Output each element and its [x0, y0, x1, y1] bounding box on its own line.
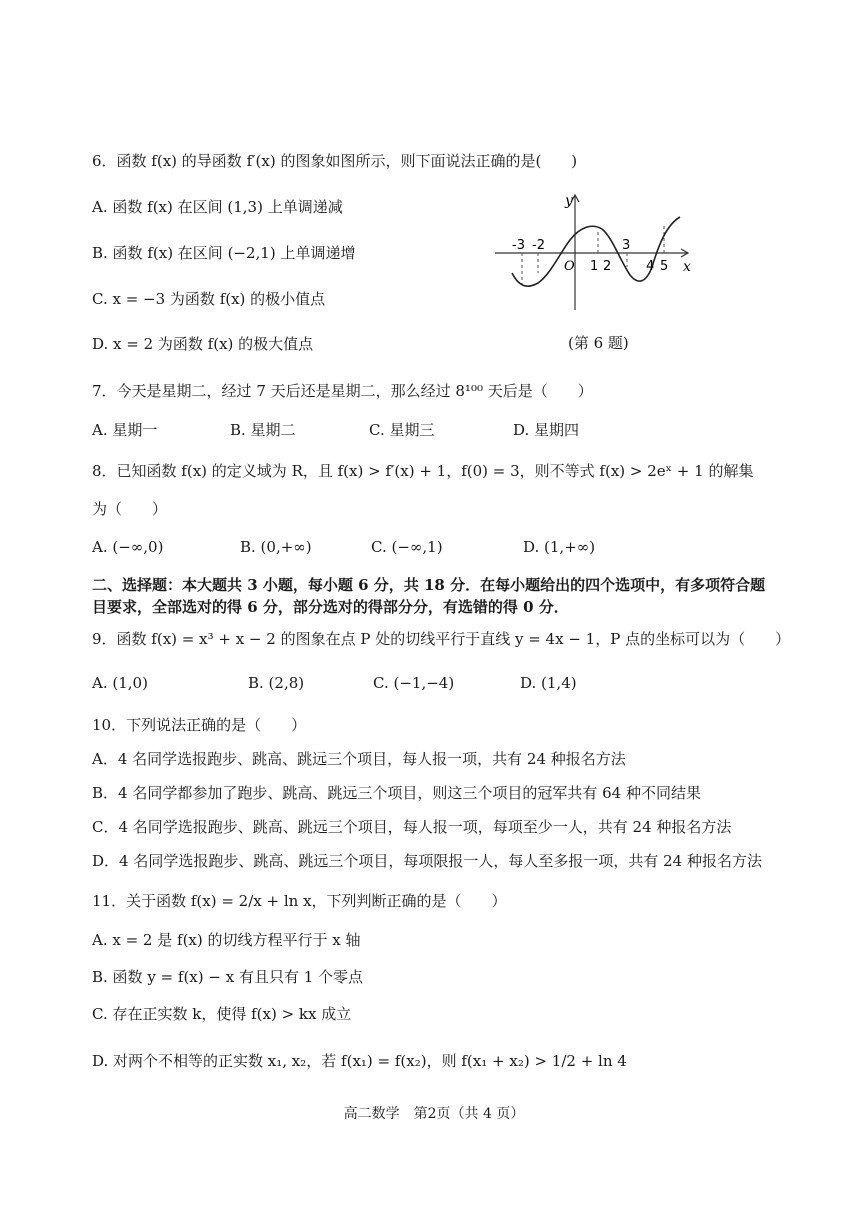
page-footer: 高二数学 第2页（共 4 页）: [343, 1106, 525, 1122]
derivative-graph: [490, 185, 700, 315]
q10-option-a: A．4 名同学选报跑步、跳高、跳远三个项目，每人报一项，共有 24 种报名方法: [92, 750, 626, 768]
q7-option-d: D. 星期四: [513, 421, 580, 439]
q7-stem: 7．今天是星期二，经过 7 天后还是星期二，那么经过 8¹⁰⁰ 天后是（ ）: [92, 382, 593, 400]
tick-label-4: 4: [646, 259, 655, 274]
q6-option-b: B. 函数 f(x) 在区间 (−2,1) 上单调递增: [92, 244, 356, 262]
q8-option-d: D. (1,+∞): [523, 538, 596, 556]
q8-option-a: A. (−∞,0): [92, 538, 164, 556]
q11-option-c: C. 存在正实数 k，使得 f(x) > kx 成立: [92, 1005, 352, 1023]
q10-option-b: B．4 名同学都参加了跑步、跳高、跳远三个项目，则这三个项目的冠军共有 64 种不同结果: [92, 784, 701, 802]
q8-stem-cont: 为（ ）: [92, 500, 168, 518]
q7-option-b: B. 星期二: [230, 421, 296, 439]
q9-option-a: A. (1,0): [92, 674, 148, 692]
tick-label-neg3: -3: [512, 238, 525, 253]
q7-option-c: C. 星期三: [369, 421, 435, 439]
q10-option-c: C．4 名同学选报跑步、跳高、跳远三个项目，每人报一项，每项至少一人，共有 24 种报名方法: [92, 818, 732, 836]
y-axis-label: y: [565, 193, 573, 209]
q8-option-b: B. (0,+∞): [240, 538, 312, 556]
q9-option-c: C. (−1,−4): [373, 674, 455, 692]
q11-stem: 11．关于函数 f(x) = 2/x + ln x，下列判断正确的是（ ）: [92, 892, 507, 910]
q11-option-d: D. 对两个不相等的正实数 x₁, x₂，若 f(x₁) = f(x₂)，则 f(x₁ + x₂) > 1/2 + ln 4: [92, 1052, 627, 1070]
q11-option-b: B. 函数 y = f(x) − x 有且只有 1 个零点: [92, 968, 364, 986]
q6-option-c: C. x = −3 为函数 f(x) 的极小值点: [92, 290, 326, 308]
tick-label-2: 2: [603, 259, 612, 274]
section2-heading-cont: 目要求，全部选对的得 6 分，部分选对的得部分分，有选错的得 0 分．: [92, 598, 569, 616]
tick-label-3: 3: [622, 238, 631, 253]
q10-option-d: D．4 名同学选报跑步、跳高、跳远三个项目，每项限报一人，每人至多报一项，共有 24 种报名方法: [92, 852, 762, 870]
x-axis-label: x: [683, 259, 691, 275]
section2-heading: 二、选择题：本大题共 3 小题，每小题 6 分，共 18 分．在每小题给出的四个选项中，有多项符合题: [92, 576, 766, 594]
q9-stem: 9．函数 f(x) = x³ + x − 2 的图象在点 P 处的切线平行于直线 y = 4x − 1，P 点的坐标可以为（ ）: [92, 630, 791, 648]
q6-option-d: D. x = 2 为函数 f(x) 的极大值点: [92, 335, 314, 353]
tick-label-5: 5: [660, 259, 669, 274]
q9-option-b: B. (2,8): [248, 674, 305, 692]
q6-option-a: A. 函数 f(x) 在区间 (1,3) 上单调递减: [92, 198, 343, 216]
tick-label-neg2: -2: [532, 238, 545, 253]
q9-option-d: D. (1,4): [520, 674, 577, 692]
q8-stem: 8．已知函数 f(x) 的定义域为 R，且 f(x) > f′(x) + 1，f(0) = 3，则不等式 f(x) > 2eˣ + 1 的解集: [92, 462, 754, 480]
q7-option-a: A. 星期一: [92, 421, 158, 439]
q6-stem: 6．函数 f(x) 的导函数 f′(x) 的图象如图所示，则下面说法正确的是( ): [92, 152, 578, 170]
figure-caption: (第 6 题): [568, 334, 629, 352]
q10-stem: 10．下列说法正确的是（ ）: [92, 716, 307, 734]
tick-label-1: 1: [590, 259, 599, 274]
q11-option-a: A. x = 2 是 f(x) 的切线方程平行于 x 轴: [92, 931, 361, 949]
origin-label: O: [564, 259, 575, 274]
q8-option-c: C. (−∞,1): [371, 538, 443, 556]
